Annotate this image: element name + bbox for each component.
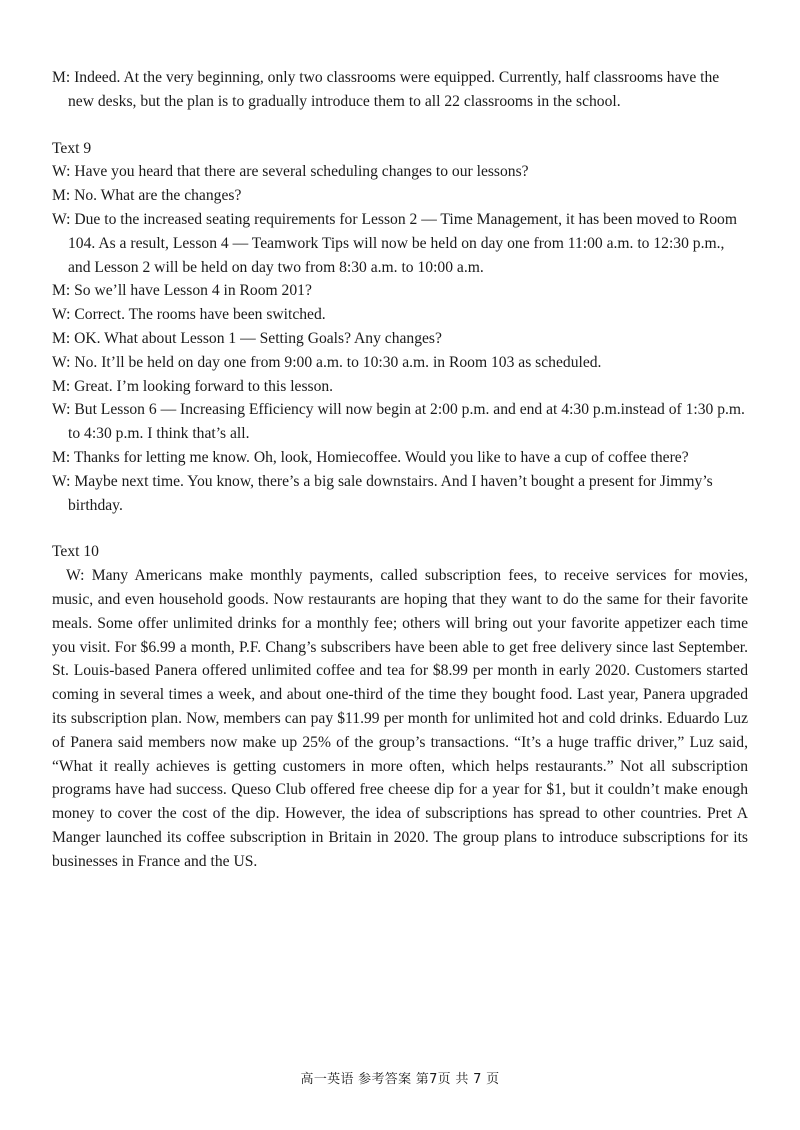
dialogue-line: W: Due to the increased seating requirements for Lesson 2 — Time Management, it has been moved to Room 104. As a result, Lesson 4 — Teamwork Tips will now be held on day one from 11:00 a.m. to 12:30 p.m., and Lesson 2 will be held on day two from 8:30 a.m. to 10:00 a.m. [52,210,737,276]
dialogue-line: M: Great. I’m looking forward to this lesson. [52,377,334,395]
dialogue-line: W: But Lesson 6 — Increasing Efficiency will now begin at 2:00 p.m. and end at 4:30 p.m.instead of 1:30 p.m. to 4:30 p.m. I think that’s all. [52,401,745,443]
document-content [52,66,748,874]
text9-title: Text 9 [52,139,92,157]
text9-dialogue [52,160,748,517]
dialogue-line: M: OK. What about Lesson 1 — Setting Goals? Any changes? [52,329,442,347]
page-footer: 高一英语 参考答案 第7页 共 7 页 [300,1072,500,1087]
dialogue-line: W: No. It’ll be held on day one from 9:00 a.m. to 10:30 a.m. in Room 103 as scheduled. [52,353,602,371]
text10-title: Text 10 [52,543,99,561]
dialogue-line: M: Thanks for letting me know. Oh, look, Homiecoffee. Would you like to have a cup of coffee there? [52,448,689,466]
intro-dialogue-line: M: Indeed. At the very beginning, only two classrooms were equipped. Currently, half classrooms have the new desks, but the plan is to gradually introduce them to all 22 classrooms in the school. [52,69,720,110]
dialogue-line: W: Correct. The rooms have been switched. [52,306,326,324]
dialogue-line: M: No. What are the changes? [52,187,242,205]
dialogue-line: M: So we’ll have Lesson 4 in Room 201? [52,282,312,300]
dialogue-line: W: Have you heard that there are several scheduling changes to our lessons? [52,163,529,181]
dialogue-line: W: Maybe next time. You know, there’s a big sale downstairs. And I haven’t bought a present for Jimmy’s birthday. [52,472,713,514]
text10-paragraph: W: Many Americans make monthly payments, called subscription fees, to receive services for movies, music, and even household goods. Now restaurants are hoping that they want to do the same for their favorite meals. Some offer unlimited drinks for a monthly fee; others will bring out your favorite appetizer each time you visit. For $6.99 a month, P.F. Chang’s subscribers have been able to get free delivery since last September. St. Louis-based Panera offered unlimited coffee and tea for $8.99 per month in early 2020. Customers started coming in several times a week, and about one-third of the time they bought food. Last year, Panera upgraded its subscription plan. Now, members can pay $11.99 per month for unlimited hot and cold drinks. Eduardo Luz of Panera said members now make up 25% of the group’s transactions. “It’s a huge traffic driver,” Luz said, “What it really achieves is getting customers in more often, which helps restaurants.” Not all subscription programs have had success. Queso Club offered free cheese dip for a year for $1, but it couldn’t make enough money to cover the cost of the dip. However, the idea of subscriptions has spread to other countries. Pret A Manger launched its coffee subscription in Britain in 2020. The group plans to introduce subscriptions for its businesses in France and the US. [52,567,748,870]
